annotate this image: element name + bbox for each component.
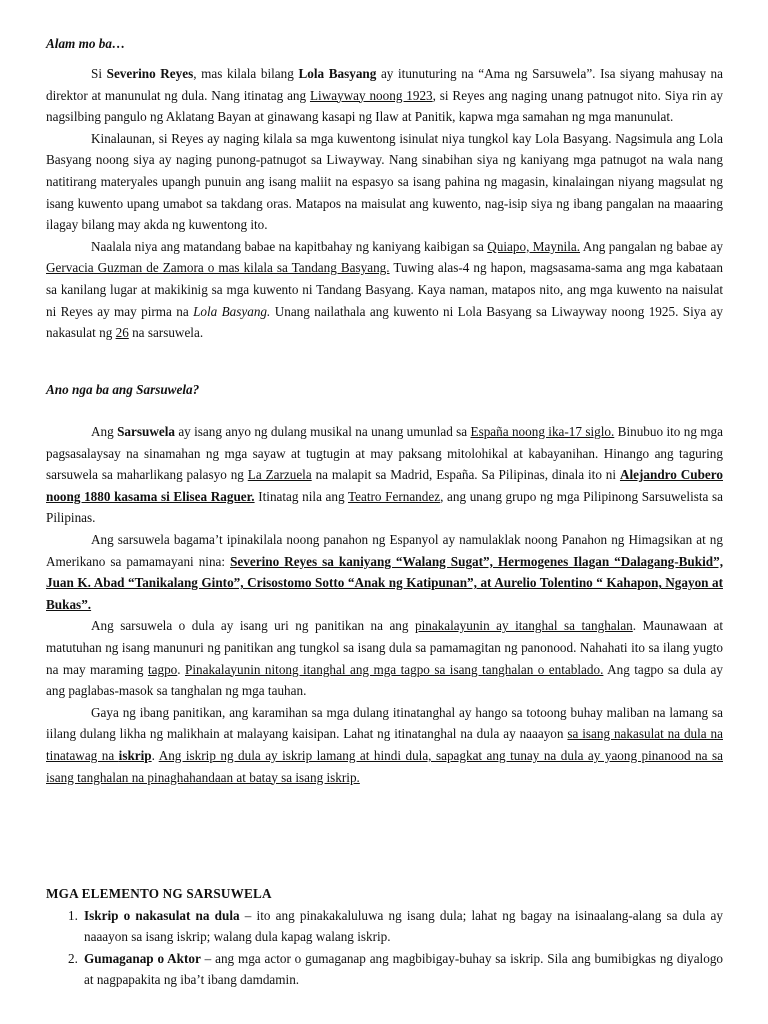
paragraph: Ang sarsuwela bagama’t ipinakilala noong panahon ng Espanyol ay namulaklak noong Panahon ng Himagsikan at ng Amerikano sa pamamayani nina: Severino Reyes sa kaniyang “Walang Sugat”, Hermogenes Ilagan “Dalagang-Bukid”, Juan K. Abad “Tanikalang Ginto”, Crisostomo Sotto “Anak ng Katipunan”, at Aurelio Tolentino “ Kahapon, Ngayon at Bukas”. [46,531,723,612]
paragraph: Ang Sarsuwela ay isang anyo ng dulang musikal na unang umunlad sa España noong ika-17 siglo. Binubuo ito ng mga pagsasalaysay na sinamahan ng mga sayaw at tugtugin at may paksang mitolohikal at kabayanihan. Hinango ang taguring sarsuwela sa maharlikang palasyo ng La Zarzuela na malapit sa Madrid, España. Sa Pilipinas, dinala ito ni Alejandro Cubero noong 1880 kasama si Elisea Raguer. Itinatag nila ang Teatro Fernandez, ang unang grupo ng mga Pilipinong Sarsuwelista sa Pilipinas. [46,424,724,526]
section-elemento [46,883,723,991]
section-alam-mo-ba [46,33,723,55]
section-heading: Ano nga ba ang Sarsuwela? [46,382,200,397]
section-heading: MGA ELEMENTO NG SARSUWELA [46,886,272,901]
list-item: 2. Gumaganap o Aktor – ang mga actor o gumaganap ang magbibigay-buhay sa iskrip. Sila ang bumibigkas ng diyalogo at nagpapakita ng iba’t ibang damdamin. [68,950,724,988]
paragraph: Si Severino Reyes, mas kilala bilang Lola Basyang ay itunuturing na “Ama ng Sarsuwela”. Isa siyang mahusay na direktor at manunulat ng dula. Nang itinatag ang Liwayway noong 1923, si Reyes ang naging unang patnugot nito. Siya rin ay nagsilbing pangulo ng Aklatang Bayan at ginawang kasapi ng Ilaw at Panitik, kapwa mga samahan ng mga manunulat. [46,66,723,125]
paragraph: Gaya ng ibang panitikan, ang karamihan sa mga dulang itinatanghal ay hango sa totoong buhay maliban na lamang sa iilang dulang likha ng malikhain at malayang kaisipan. Lahat ng itinatanghal na dula ay naaayon sa isang nakasulat na dula na tinatawag na iskrip. Ang iskrip ng dula ay iskrip lamang at hindi dula, sapagkat ang tunay na dula ay yaong pinanood na sa isang tanghalan na pinaghahandaan at batay sa isang iskrip. [46,704,723,785]
section-ano-ang-sarsuwela-body [46,421,723,788]
paragraph: Kinalaunan, si Reyes ay naging kilala sa mga kuwentong isinulat niya tungkol kay Lola Basyang. Nagsimula ang Lola Basyang noong siya ay naging punong-patnugot sa Liwayway. Nang sinabihan siya ng kaniyang mga patnugot na wala nang natitirang materyales upangh punuin ang isang maliit na espasyo sa isang pahina ng magasin, kinalaingan niyang magsulat ng isang kuwento upang umabot sa takdang oras. Matapos na maisulat ang kuwento, nag-isip siya ng ibang pangalan na maaaring ilagay bilang may akda ng kuwentong ito. [46,130,723,233]
paragraph: Ang sarsuwela o dula ay isang uri ng panitikan na ang pinakalayunin ay itanghal sa tanghalan. Maunawaan at matutuhan ng isang manunuri ng panitikan ang tungkol sa isang dula sa pamamagitan ng panonood. Nahahati ito sa ilang yugto na may maraming tagpo. Pinakalayunin nitong itanghal ang mga tagpo sa isang tanghalan o entablado. Ang tagpo sa dula ay ang paglabas-masok sa tanghalan ng mga tauhan. [46,618,724,699]
list-item: 1. Iskrip o nakasulat na dula – ito ang pinakakaluluwa ng isang dula; lahat ng bagay na isinaalang-alang sa dula ay naaayon sa isang iskrip; walang dula kapag walang iskrip. [68,907,723,945]
paragraph: Naalala niya ang matandang babae na kapitbahay ng kaniyang kaibigan sa Quiapo, Maynila. Ang pangalan ng babae ay Gervacia Guzman de Zamora o mas kilala sa Tandang Basyang. Tuwing alas-4 ng hapon, magsasama-sama ang mga kabataan sa kanilang lugar at makikinig sa mga kuwento ni Tandang Basyang. Kaya naman, matapos nito, ang mga kuwento na naisulat ni Reyes ay may pirma na Lola Basyang. Unang nailathala ang kuwento ni Lola Basyang sa Liwayway noong 1925. Siya ay nakasulat ng 26 na sarsuwela. [46,238,723,341]
section-alam-mo-ba-body [46,63,723,344]
section-ano-ang-sarsuwela [46,379,723,401]
elements-list [46,905,723,991]
section-heading: Alam mo ba… [46,36,126,51]
